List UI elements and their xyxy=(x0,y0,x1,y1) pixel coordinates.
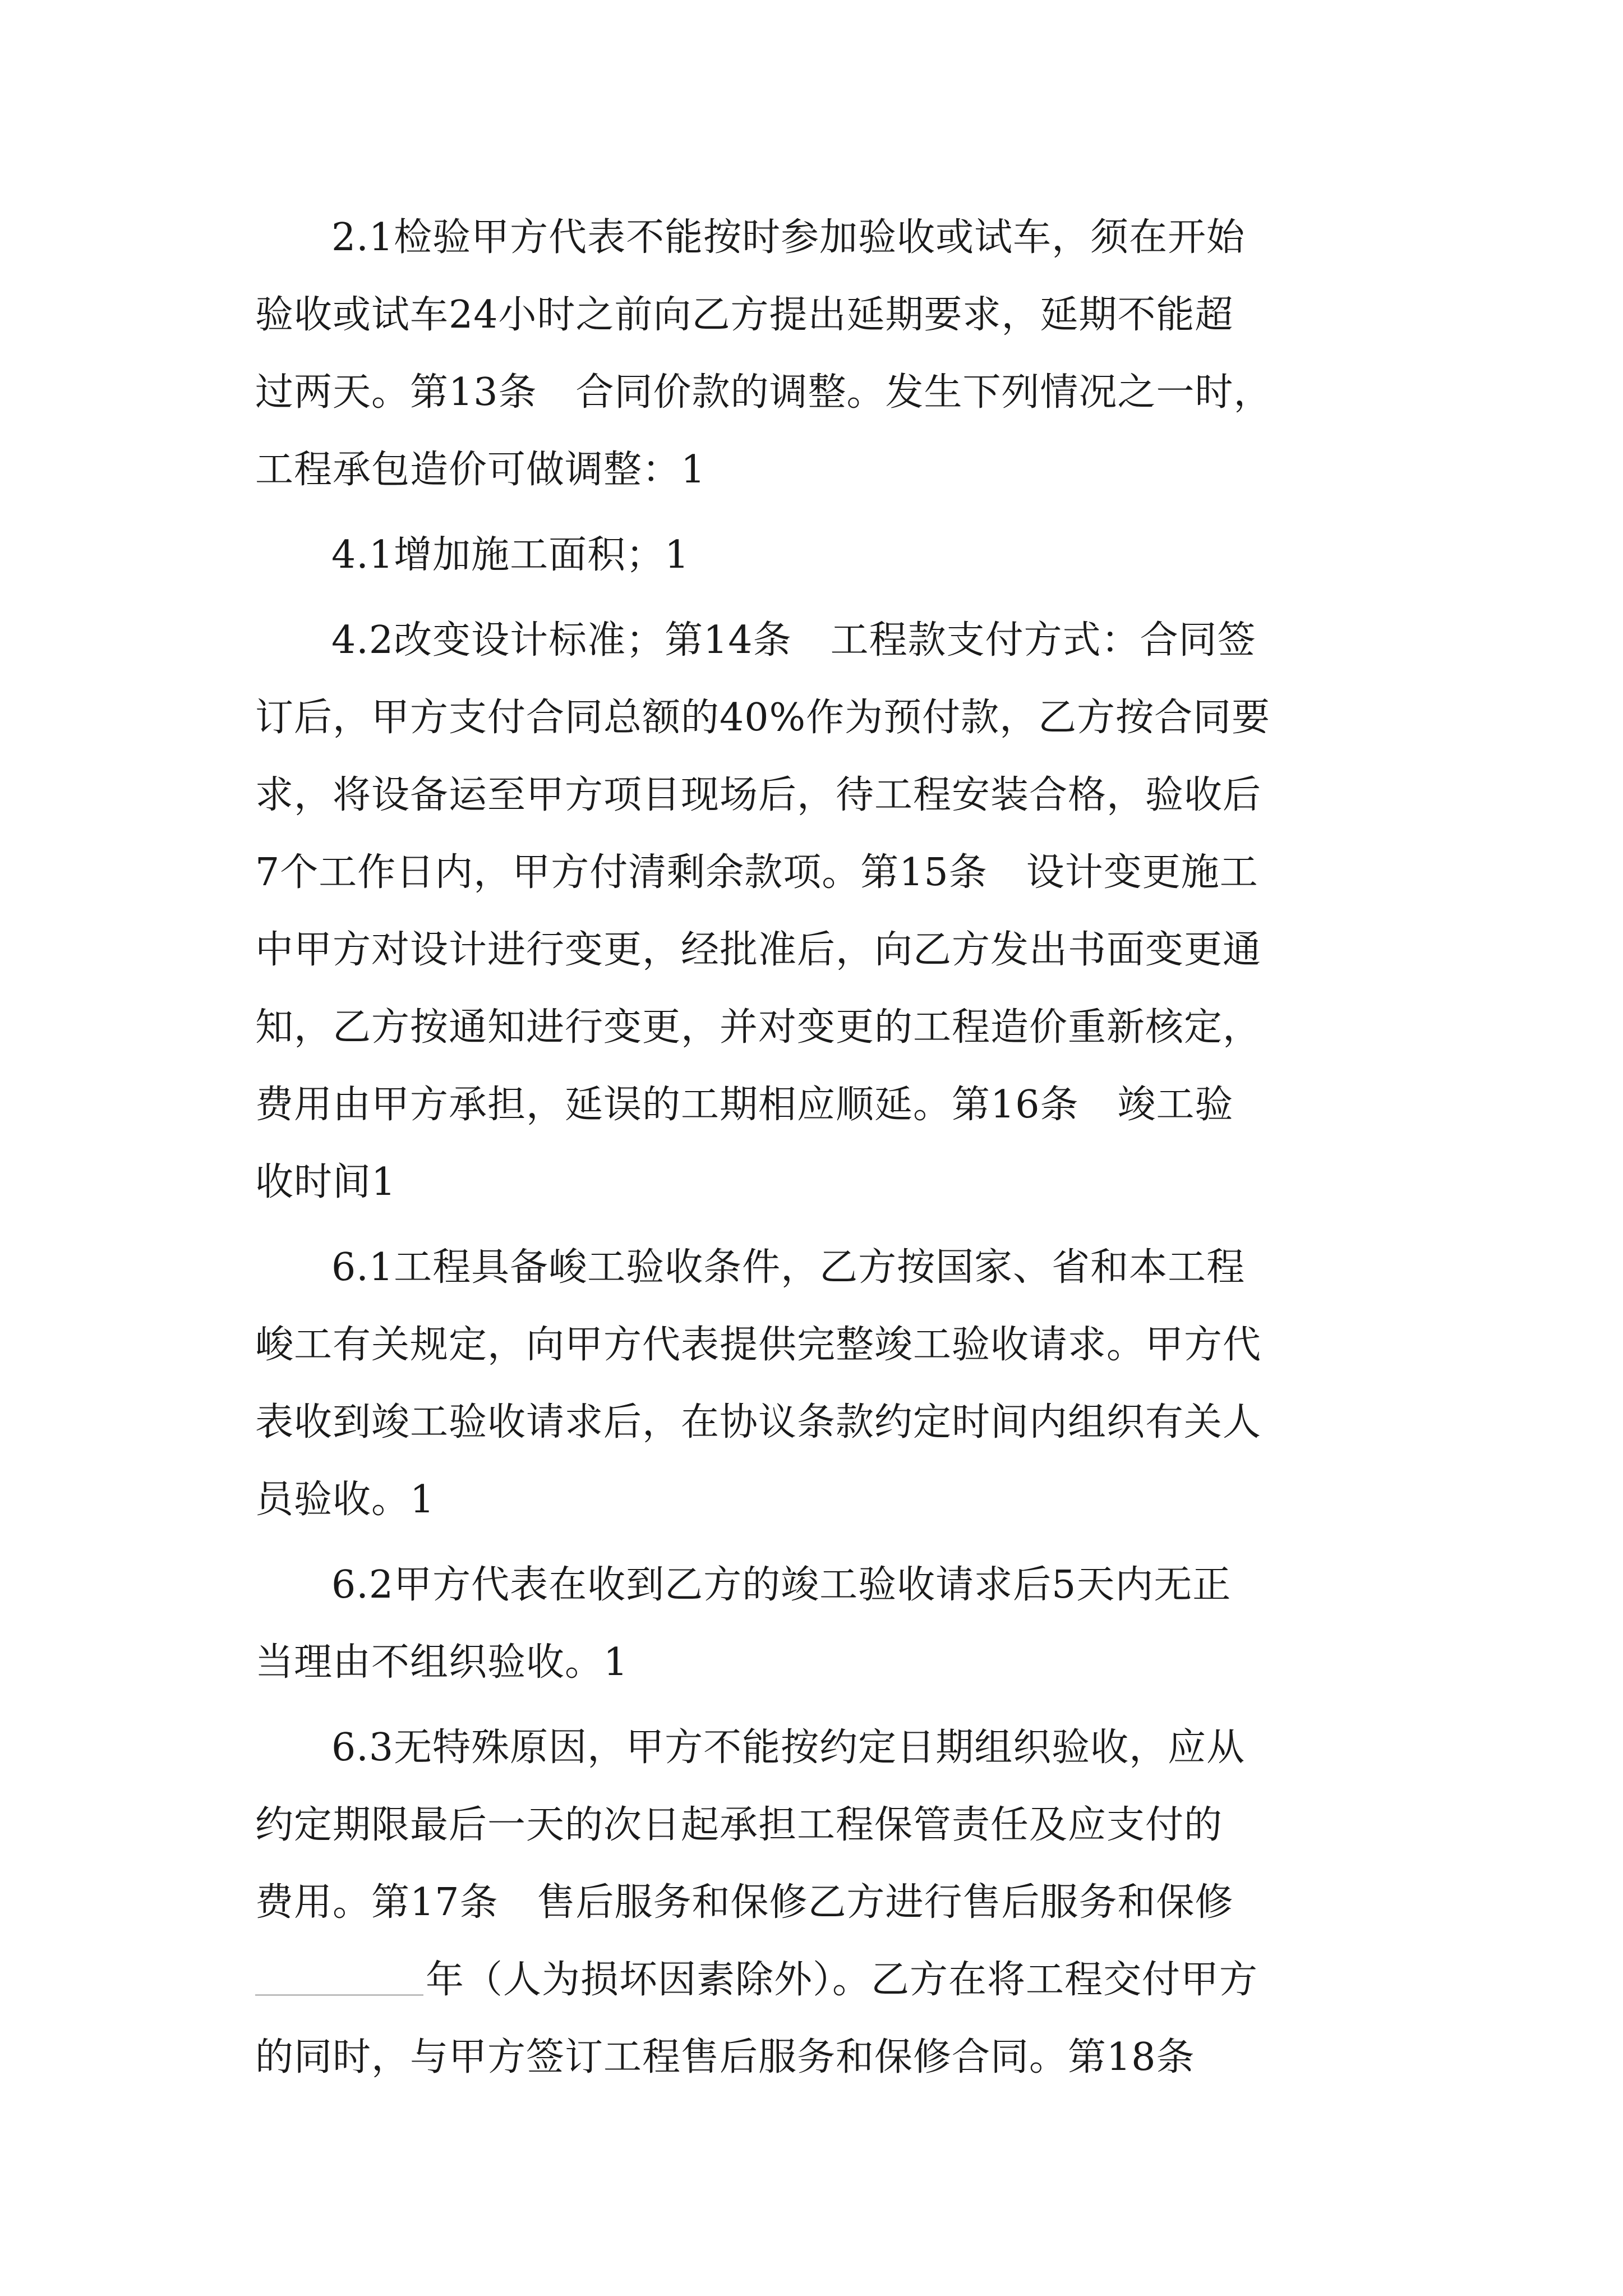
text-line: 知，乙方按通知进行变更，并对变更的工程造价重新核定， xyxy=(255,1005,1262,1050)
text-line: 约定期限最后一天的次日起承担工程保管责任及应支付的 xyxy=(255,1803,1223,1847)
text-line: 峻工有关规定，向甲方代表提供完整竣工验收请求。甲方代 xyxy=(255,1323,1262,1367)
text-line: 费用。第17条 售后服务和保修乙方进行售后服务和保修 xyxy=(255,1880,1234,1925)
text-line: 6.2甲方代表在收到乙方的竣工验收请求后5天内无正 xyxy=(331,1563,1232,1607)
text-after-blank: 年（人为损坏因素除外）。乙方在将工程交付甲方 xyxy=(426,1958,1258,2002)
fill-in-blank xyxy=(255,1961,423,1996)
text-line: 当理由不组织验收。1 xyxy=(255,1640,629,1685)
text-line: 工程承包造价可做调整：1 xyxy=(255,448,706,492)
text-line: 6.1工程具备峻工验收条件，乙方按国家、省和本工程 xyxy=(331,1245,1246,1290)
paragraph-4-2 xyxy=(255,602,1394,1221)
text-line: 表收到竣工验收请求后，在协议条款约定时间内组织有关人 xyxy=(255,1400,1262,1444)
document-body xyxy=(255,199,1394,2096)
text-line-with-blank xyxy=(255,1941,1394,2019)
text-line: 7个工作日内，甲方付清剩余款项。第15条 设计变更施工 xyxy=(255,850,1258,895)
text-line: 的同时，与甲方签订工程售后服务和保修合同。第18条 xyxy=(255,2035,1195,2079)
text-line: 4.1增加施工面积；1 xyxy=(331,533,690,577)
text-line: 收时间1 xyxy=(255,1160,396,1204)
text-line: 员验收。1 xyxy=(255,1478,435,1522)
text-line: 4.2改变设计标准；第14条 工程款支付方式：合同签 xyxy=(331,618,1256,662)
paragraph-6-1 xyxy=(255,1229,1394,1539)
text-line: 2.1检验甲方代表不能按时参加验收或试车，须在开始 xyxy=(331,215,1246,260)
text-line: 中甲方对设计进行变更，经批准后，向乙方发出书面变更通 xyxy=(255,928,1262,972)
text-line: 费用由甲方承担，延误的工期相应顺延。第16条 竣工验 xyxy=(255,1083,1234,1127)
paragraph-4-1 xyxy=(255,517,1394,594)
text-line: 验收或试车24小时之前向乙方提出延期要求，延期不能超 xyxy=(255,293,1234,337)
paragraph-6-3 xyxy=(255,1709,1394,2096)
text-line: 过两天。第13条 合同价款的调整。发生下列情况之一时， xyxy=(255,370,1272,415)
text-line: 订后，甲方支付合同总额的40%作为预付款，乙方按合同要 xyxy=(255,696,1271,740)
text-line: 求，将设备运至甲方项目现场后，待工程安装合格，验收后 xyxy=(255,773,1262,817)
paragraph-2-1 xyxy=(255,199,1394,509)
text-line: 6.3无特殊原因，甲方不能按约定日期组织验收，应从 xyxy=(331,1726,1246,1770)
paragraph-6-2 xyxy=(255,1547,1394,1701)
